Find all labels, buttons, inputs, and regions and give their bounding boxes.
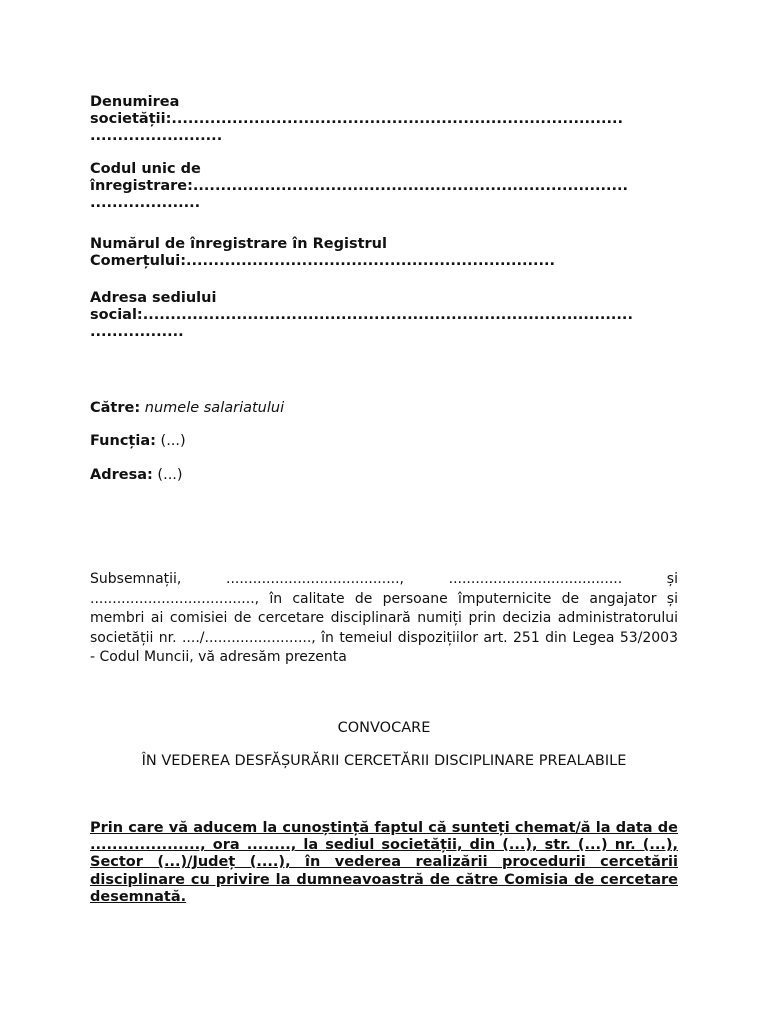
unique-code-field [90,161,678,212]
registered-office-field [90,290,678,341]
registered-office-line: social:......................................................................................... [90,307,633,323]
unique-code-line: înregistrare:............................................................................... [90,178,629,194]
registered-office-label: Adresa sediului [90,290,217,306]
intro-paragraph: Subsemnații, ......................................., ....................................... și ....................................., în calitate de persoane împuternicite de angajator și membri ai comisiei de cercetare disciplinară numiți prin decizia administratorului societății nr. ..../........................, în temeiul dispozițiilor art. 251 din Legea 53/2003 - Codul Muncii, vă adresăm prezenta [90,571,678,665]
recipient-to-label: Către: [90,400,141,416]
trade-register-field [90,236,678,270]
recipient-function-label: Funcția: [90,433,156,449]
trade-register-line: Comerțului:................................................................... [90,253,556,269]
recipient-address-label: Adresa: [90,467,153,483]
recipient-function [90,433,678,450]
unique-code-label: Codul unic de [90,161,201,177]
document-heading: CONVOCARE [337,720,431,736]
recipient-address [90,467,678,484]
notice-paragraph: Prin care vă aducem la cunoștință faptul că sunteți chemat/ă la data de ...................., ora ........, la sediul societății, din (...), str. (...) nr. (...), Sector (...)/Județ (....), în vederea realizării procedurii cercetării disciplinare cu privire la dumneavoastră de către Comisia de cercetare desemnată. [90,820,678,905]
unique-code-line-cont: .................... [90,195,201,211]
registered-office-line-cont: ................. [90,324,184,340]
document-subheading: ÎN VEDEREA DESFĂȘURĂRII CERCETĂRII DISCIPLINARE PREALABILE [141,753,627,769]
company-name-line: societății:.................................................................................. [90,111,624,127]
company-name-field [90,94,678,145]
company-name-line-cont: ........................ [90,128,223,144]
trade-register-label: Numărul de înregistrare în Registrul [90,236,387,252]
recipient-function-value: (...) [160,433,186,449]
recipient-to-value: numele salariatului [144,400,285,416]
recipient-to [90,400,678,417]
recipient-address-value: (...) [157,467,183,483]
company-name-label: Denumirea [90,94,180,110]
